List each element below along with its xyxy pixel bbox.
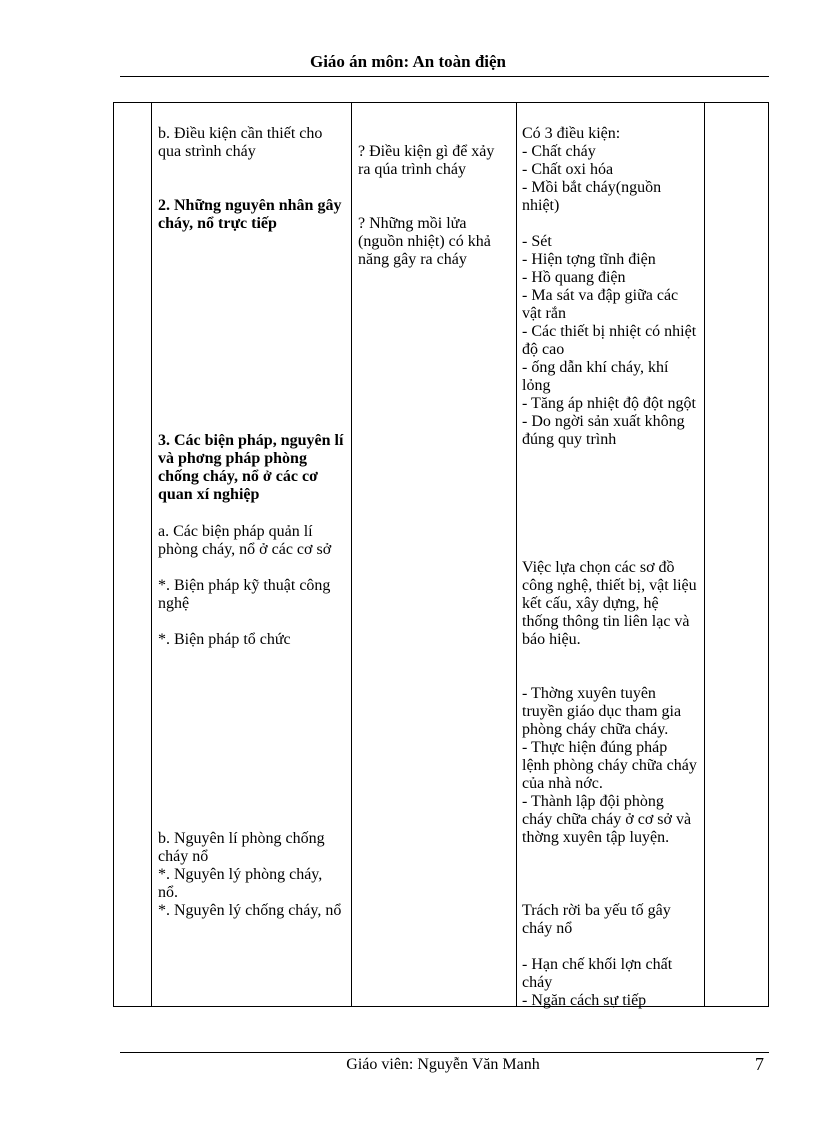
answer-line: Có 3 điều kiện: [522,125,621,142]
answer-technical: Việc lựa chọn các sơ đồ công nghệ, thiết bị, vật liệu kết cấu, xây dựng, hệ thống thông tin liên lạc và báo hiệu. [522,559,697,648]
answer-line: - Thờng xuyên tuyên truyền giáo dục tham gia phòng cháy chữa cháy. [522,685,682,738]
answer-line: - Hồ quang điện [522,269,626,286]
heading-measures: 3. Các biện pháp, nguyên lí và phơng pháp phòng chống cháy, nổ ở các cơ quan xí nghiệp [158,432,344,503]
section-b-principles: b. Nguyên lí phòng chống cháy nổ [158,830,325,865]
measure-technical: *. Biện pháp kỹ thuật công nghệ [158,577,331,612]
question-conditions: ? Điều kiện gì để xảy ra qúa trình cháy [358,143,495,178]
answer-principle: Trách rời ba yếu tố gây cháy nổ [522,902,671,937]
footer-rule [120,1052,769,1053]
page-number: 7 [755,1054,764,1074]
answer-line: - Chất cháy [522,143,596,160]
column-divider [704,103,705,1006]
section-b-conditions: b. Điều kiện cần thiết cho qua strình cháy [158,125,323,160]
answer-line: - Các thiết bị nhiệt có nhiệt độ cao [522,323,697,358]
answer-line: - Sét [522,233,552,250]
answer-line: - Hạn chế khối lợn chất cháy [522,956,673,991]
answer-line: - Mồi bắt cháy(nguồn nhiệt) [522,179,662,214]
column-divider [516,103,517,1006]
answer-line: - Ma sát va đập giữa các vật rắn [522,287,679,322]
answer-organizational [522,685,698,847]
footer-teacher: Giáo viên: Nguyễn Văn Manh [346,1056,540,1073]
answer-line: - ống dẫn khí cháy, khí lỏng [522,359,669,394]
answer-line: - Thực hiện đúng pháp lệnh phòng cháy chữa cháy của nhà nớc. [522,739,697,792]
page-header-title: Giáo án môn: An toàn điện [309,52,506,71]
question-ignition-sources: ? Những mồi lửa (nguồn nhiệt) có khả năng gây ra cháy [358,215,491,268]
principle-firefighting: *. Nguyên lý chống cháy, nổ [158,902,342,919]
column-divider [351,103,352,1006]
answer-line: - Thành lập đội phòng cháy chữa cháy ở cơ sở và thờng xuyên tập luyện. [522,793,692,846]
answer-line: - Tăng áp nhiệt độ đột ngột [522,395,696,412]
header-rule [120,76,769,77]
section-a-measures: a. Các biện pháp quản lí phòng cháy, nổ ở các cơ sở [158,523,332,558]
column-divider [151,103,152,1006]
answer-line: - Chất oxi hóa [522,161,614,178]
answer-ignition-sources [522,233,698,449]
answer-line: - Ngăn cách sự tiếp [522,992,647,1009]
measure-organizational: *. Biện pháp tổ chức [158,631,291,648]
lesson-table [113,102,769,1007]
answer-line: - Do ngời sản xuất không đúng quy trình [522,413,685,448]
answer-limit-fuel [522,956,698,1010]
answer-conditions [522,125,698,215]
principle-prevention: *. Nguyên lý phòng cháy, nổ. [158,866,323,901]
heading-causes: 2. Những nguyên nhân gây cháy, nổ trực tiếp [158,197,342,232]
answer-line: - Hiện tợng tĩnh điện [522,251,656,268]
